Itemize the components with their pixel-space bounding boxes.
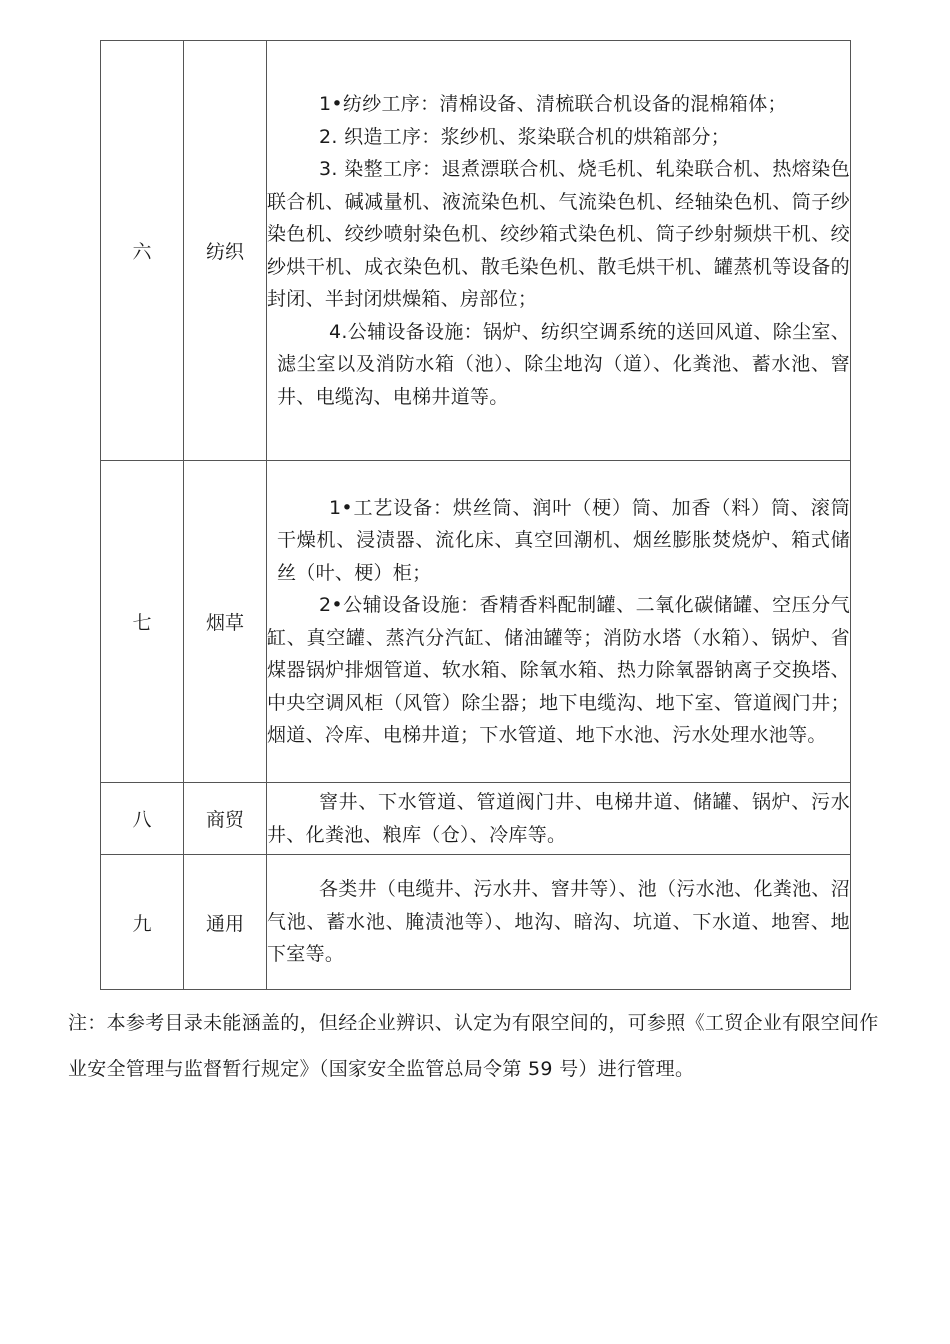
row-number: 六	[101, 41, 184, 461]
table-row	[101, 461, 851, 783]
table-row	[101, 41, 851, 461]
scope-paragraph: 1•工艺设备：烘丝筒、润叶（梗）筒、加香（料）筒、滚筒干燥机、浸渍器、流化床、真空回潮机、烟丝膨胀焚烧炉、箱式储丝（叶、梗）柜；	[277, 496, 850, 584]
industry-cell: 烟草	[184, 461, 267, 783]
scope-cell	[267, 783, 851, 855]
industry-cell: 纺织	[184, 41, 267, 461]
row-number: 八	[101, 783, 184, 855]
scope-cell	[267, 855, 851, 990]
footnote: 注：本参考目录未能涵盖的，但经企业辨识、认定为有限空间的，可参照《工贸企业有限空间作业安全管理与监督暂行规定》（国家安全监管总局令第 59 号）进行管理。	[68, 1012, 879, 1080]
scope-paragraph: 2. 织造工序：浆纱机、浆染联合机的烘箱部分；	[319, 125, 731, 148]
row-number: 九	[101, 855, 184, 990]
scope-paragraph: 窨井、下水管道、管道阀门井、电梯井道、储罐、锅炉、污水井、化粪池、粮库（仓）、冷库等。	[267, 791, 850, 846]
scope-paragraph: 2•公辅设备设施：香精香料配制罐、二氧化碳储罐、空压分气缸、真空罐、蒸汽分汽缸、储油罐等；消防水塔（水箱）、锅炉、省煤器锅炉排烟管道、软水箱、除氧水箱、热力除氧器钠离子交换塔、中央空调风柜（风管）除尘器；地下电缆沟、地下室、管道阀门井；烟道、冷库、电梯井道；下水管道、地下水池、污水处理水池等。	[267, 594, 850, 746]
scope-cell	[267, 41, 851, 461]
table-row	[101, 855, 851, 990]
industry-cell: 通用	[184, 855, 267, 990]
table-row	[101, 783, 851, 855]
confined-space-catalog-table	[100, 40, 851, 990]
row-number: 七	[101, 461, 184, 783]
scope-paragraph: 4.公辅设备设施：锅炉、纺织空调系统的送回风道、除尘室、滤尘室以及消防水箱（池）、除尘地沟（道）、化粪池、蓄水池、窨井、电缆沟、电梯井道等。	[277, 320, 850, 408]
scope-paragraph: 3. 染整工序：退煮漂联合机、烧毛机、轧染联合机、热熔染色联合机、碱减量机、液流染色机、气流染色机、经轴染色机、筒子纱染色机、绞纱喷射染色机、绞纱箱式染色机、筒子纱射频烘干机、绞纱烘干机、成衣染色机、散毛染色机、散毛烘干机、罐蒸机等设备的封闭、半封闭烘燥箱、房部位；	[267, 158, 850, 310]
scope-paragraph: 各类井（电缆井、污水井、窨井等）、池（污水池、化粪池、沼气池、蓄水池、腌渍池等）、地沟、暗沟、坑道、下水道、地窖、地下室等。	[267, 878, 850, 966]
scope-paragraph: 1•纺纱工序：清棉设备、清梳联合机设备的混棉箱体；	[319, 93, 787, 115]
industry-cell: 商贸	[184, 783, 267, 855]
scope-cell	[267, 461, 851, 783]
